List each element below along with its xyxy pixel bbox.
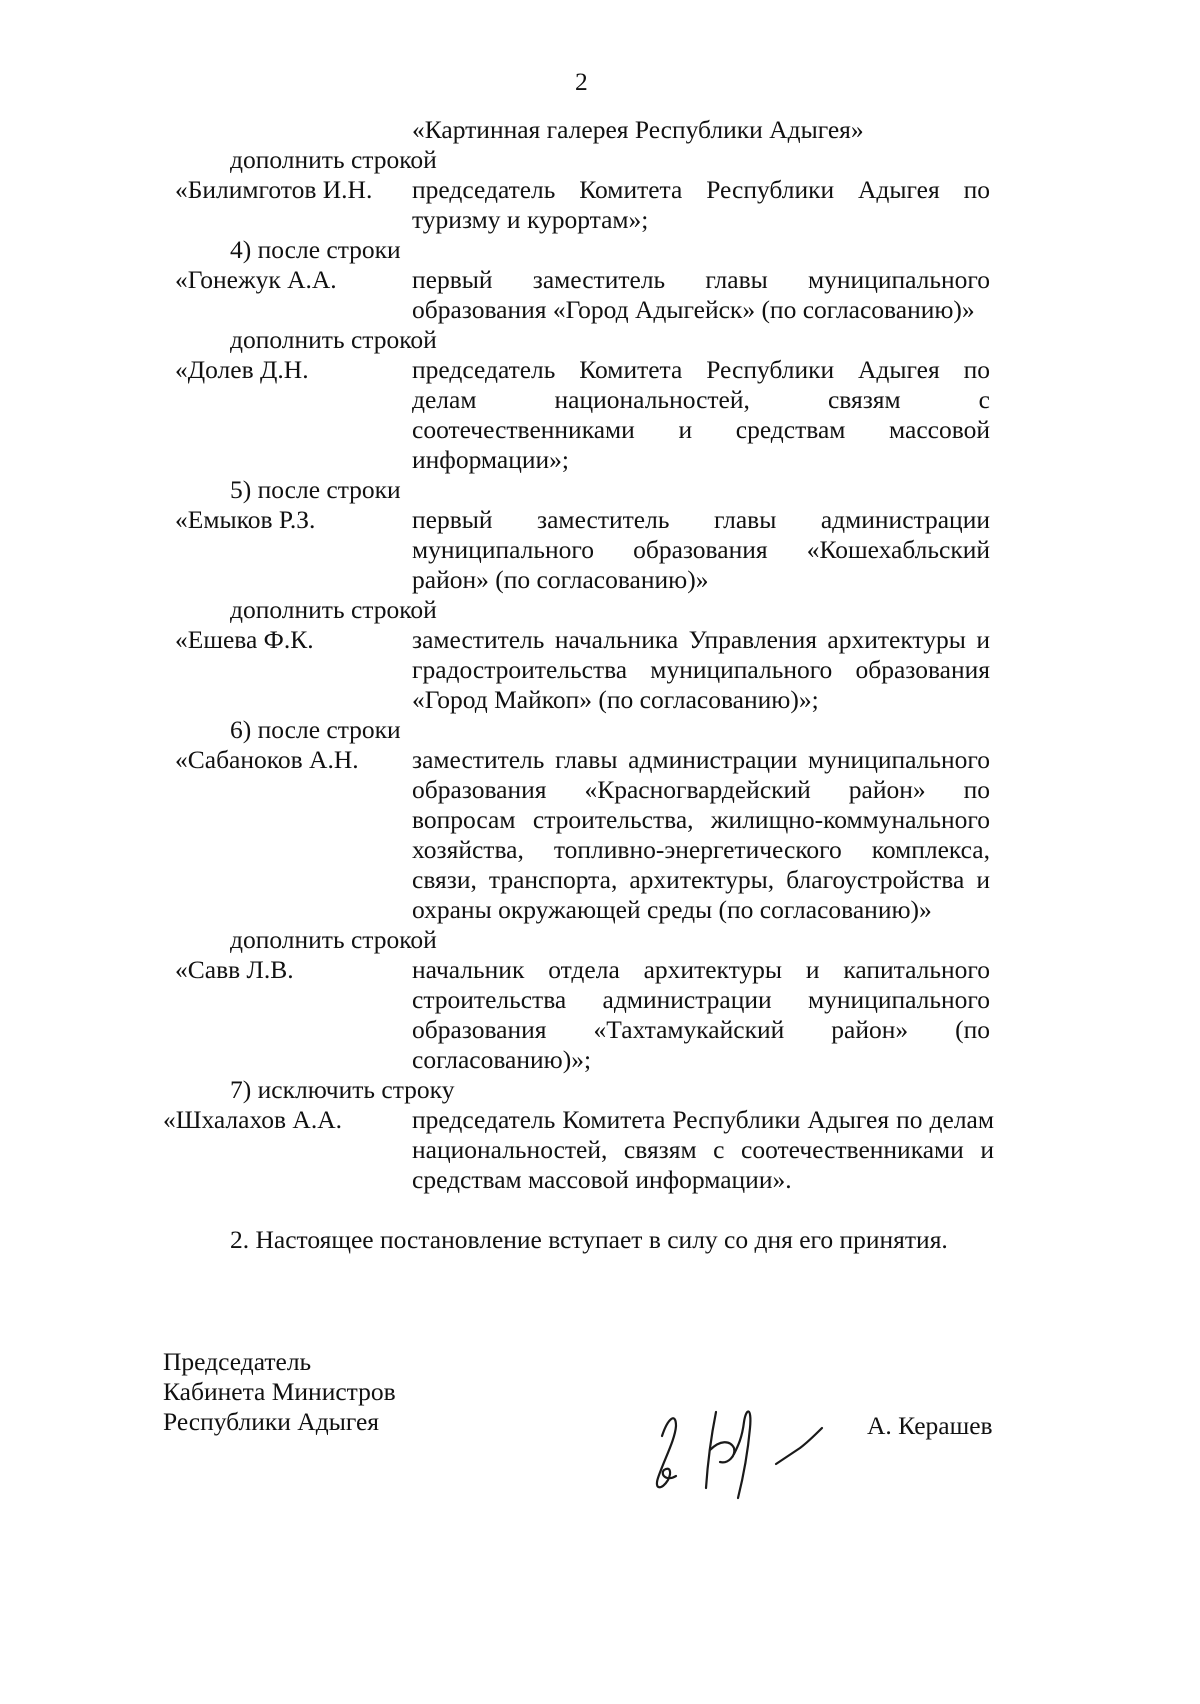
item-7-heading: 7) исключить строку [230,1075,455,1104]
member-name: «Гонежук А.А. [175,265,337,294]
member-name: «Емыков Р.З. [175,505,316,534]
item-6-heading: 6) после строки [230,715,401,744]
clause-2: 2. Настоящее постановление вступает в силу со дня его принятия. [230,1225,948,1254]
member-position-line: заместитель начальника Управления архитектуры и [412,625,990,654]
member-name: «Сабаноков А.Н. [175,745,359,774]
member-position-line: делам национальностей, связям с [412,385,990,414]
item-5-heading: 5) после строки [230,475,401,504]
member-position-line: градостроительства муниципального образования [412,655,990,684]
member-position-line: заместитель главы администрации муниципального [412,745,990,774]
member-position-line: район» (по согласованию)» [412,565,709,594]
item-4-heading: 4) после строки [230,235,401,264]
member-name: «Билимготов И.Н. [175,175,373,204]
member-position-line: председатель Комитета Республики Адыгея по [412,175,990,204]
member-position-line: средствам массовой информации». [412,1165,792,1194]
add-line-instruction: дополнить строкой [230,145,437,174]
member-position-line: первый заместитель главы администрации [412,505,990,534]
member-position-line: связи, транспорта, архитектуры, благоустройства и [412,865,990,894]
member-name: «Савв Л.В. [175,955,294,984]
member-position-line: «Город Майкоп» (по согласованию)»; [412,685,819,714]
add-line-instruction: дополнить строкой [230,325,437,354]
member-position-line: туризму и курортам»; [412,205,649,234]
signatory-title-line: Кабинета Министров [163,1377,396,1406]
member-position-line: образования «Красногвардейский район» по [412,775,990,804]
member-position-line: муниципального образования «Кошехабльский [412,535,990,564]
member-name: «Шхалахов А.А. [163,1105,342,1134]
member-position-line: хозяйства, топливно-энергетического комплекса, [412,835,990,864]
member-position-line: информации»; [412,445,569,474]
member-position-line: первый заместитель главы муниципального [412,265,990,294]
member-position-line: соотечественниками и средствам массовой [412,415,990,444]
handwritten-signature [650,1398,850,1508]
signatory-title-line: Председатель [163,1347,312,1376]
member-name: «Ешева Ф.К. [175,625,314,654]
member-name: «Долев Д.Н. [175,355,309,384]
member-position-line: национальностей, связям с соотечественниками и [412,1135,994,1164]
add-line-instruction: дополнить строкой [230,925,437,954]
member-position-line: образования «Тахтамукайский район» (по [412,1015,990,1044]
member-position-line: вопросам строительства, жилищно-коммунального [412,805,990,834]
member-position-line: председатель Комитета Республики Адыгея по [412,355,990,384]
add-line-instruction: дополнить строкой [230,595,437,624]
member-position-line: строительства администрации муниципального [412,985,990,1014]
member-position-line: начальник отдела архитектуры и капитального [412,955,990,984]
member-position-line: председатель Комитета Республики Адыгея по делам [412,1105,994,1134]
member-position-line: охраны окружающей среды (по согласованию)» [412,895,932,924]
page-number: 2 [575,67,588,96]
member-position-line: согласованию)»; [412,1045,592,1074]
signatory-name: А. Керашев [867,1411,993,1440]
gallery-line: «Картинная галерея Республики Адыгея» [412,115,864,144]
member-position-line: образования «Город Адыгейск» (по согласованию)» [412,295,975,324]
signatory-title-line: Республики Адыгея [163,1407,379,1436]
